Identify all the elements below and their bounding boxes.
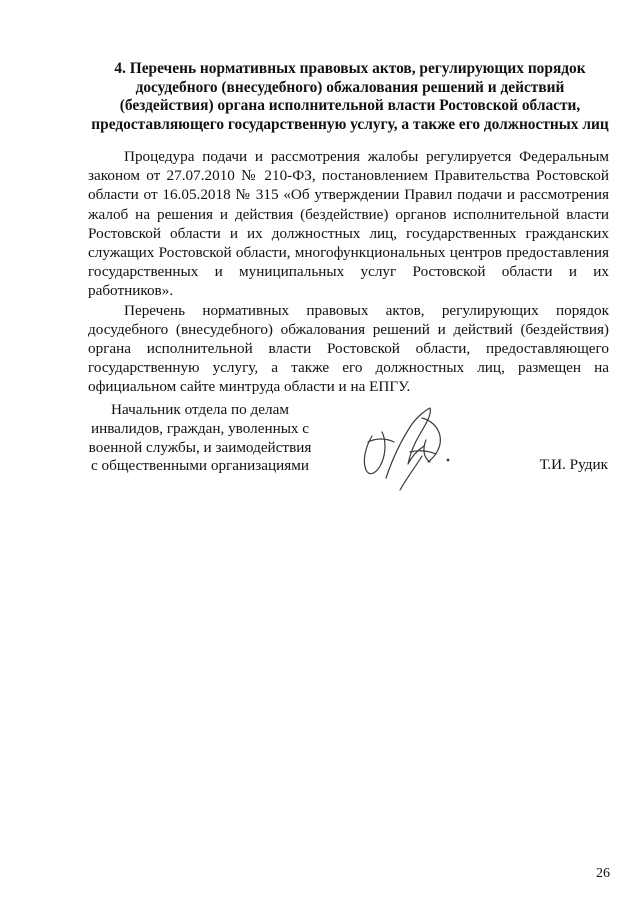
paragraph-legal-acts-list: Перечень нормативных правовых актов, регулирующих порядок досудебного (внесудебного) обжалования решений и действий (бездействия) органа исполнительной власти Ростовской области, предоставляющего государственную услугу, а также его должностных лиц, размещен на официальном сайте минтруда области и на ЕПГУ. (88, 301, 609, 396)
handwritten-signature (352, 396, 464, 496)
section-heading: 4. Перечень нормативных правовых актов, регулирующих порядок досудебного (внесудебного) обжалования решений и действий (бездействия) органа исполнительной власти Ростовской области, предоставляющего государственную услугу, а также его должностных лиц (91, 60, 609, 133)
signer-name: Т.И. Рудик (539, 456, 608, 473)
body-text (88, 147, 609, 397)
signer-position-title: Начальник отдела по делам инвалидов, граждан, уволенных с военной службы, и заимодействия с общественными организациями (88, 401, 312, 475)
page-number: 26 (596, 866, 610, 881)
paragraph-complaint-procedure: Процедура подачи и рассмотрения жалобы регулируется Федеральным законом от 27.07.2010 № 210-ФЗ, постановлением Правительства Ростовской области от 16.05.2018 № 315 «Об утверждении Правил подачи и рассмотрения жалоб на решения и действия (бездействие) органов исполнительной власти Ростовской области и их должностных лиц, государственных гражданских служащих Ростовской области, многофункциональных центров предоставления государственных и муниципальных услуг Ростовской области и их работников». (88, 148, 609, 300)
